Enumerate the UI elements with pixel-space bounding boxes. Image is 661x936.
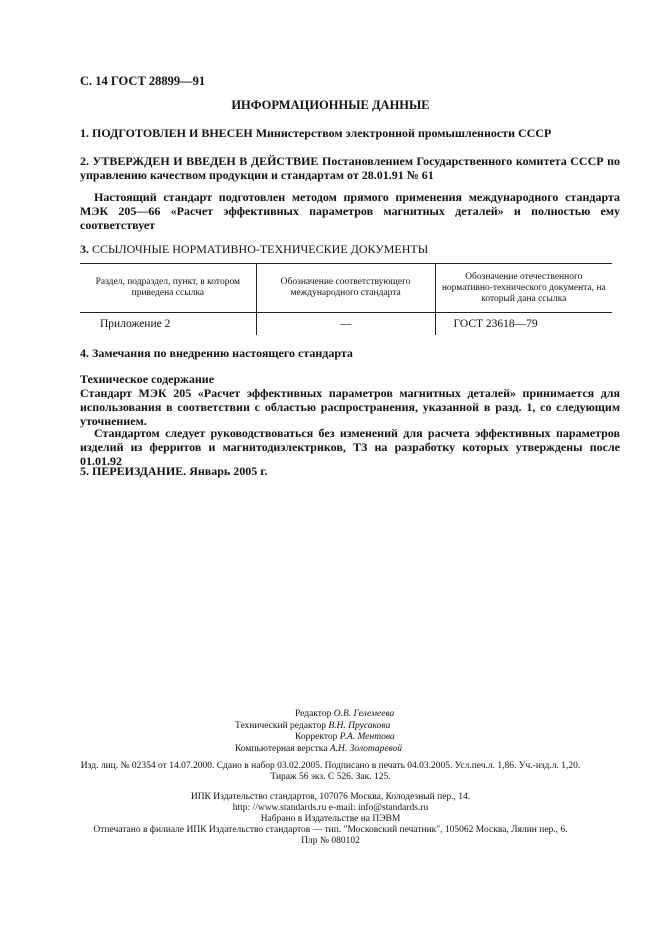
page-header: С. 14 ГОСТ 28899—91 [80,74,206,88]
table-cell: ГОСТ 23618—79 [435,313,612,336]
item-1 [80,126,620,140]
section-5: 5. ПЕРЕИЗДАНИЕ. Январь 2005 г. [80,464,268,478]
standard-note: Настоящий стандарт подготовлен методом прямого применения международного стандарта МЭК 205—66 «Расчет эффективных параметров магнитных деталей» и полностью ему соответствует [80,190,620,232]
section-3-caption: ССЫЛОЧНЫЕ НОРМАТИВНО-ТЕХНИЧЕСКИЕ ДОКУМЕНТЫ [92,242,429,256]
table-row [80,313,612,336]
table-header-row [80,264,612,313]
credit-line: Редактор О.В. Гелемеева [295,709,395,719]
column-header: Обозначение отечественного нормативно-технического документа, на который дана ссылка [435,264,612,313]
section-4-paragraph-2: Стандартом следует руководствоваться без изменений для расчета эффективных параметров изделий из ферритов и магнитодиэлектриков, ТЗ на разработку которых утверждены после 01.01.92 [80,426,620,468]
section-4-subheading: Техническое содержание [80,372,215,386]
credit-line: Технический редактор В.Н. Прусакова [235,720,391,731]
section-3-heading [80,242,620,256]
column-header: Раздел, подраздел, пункт, в котором приведена ссылка [80,264,256,313]
publisher-line: Набрано в Издательстве на ПЭВМ [260,814,401,824]
credit-line: Компьютерная верстка А.Н. Золотаревой [235,743,403,754]
item-2 [80,154,620,182]
publisher-line: ИПК Издательство стандартов, 107076 Москва, Колодезный пер., 14. [190,792,471,802]
section-4-title: 4. Замечания по внедрению настоящего стандарта [80,346,353,360]
item-1-number: 1. [80,126,89,140]
table-cell: Приложение 2 [100,318,171,330]
item-2-number: 2. [80,154,89,168]
publisher-line: Плр № 080102 [301,836,360,846]
references-table [80,263,612,335]
publisher-line: http: //www.standards.ru e-mail: info@standards.ru [232,803,429,813]
item-2-text: Постановлением Государственного комитета СССР по управлению качеством продукции и стандартам от 28.01.91 № 61 [80,154,621,182]
publisher-line: Отпечатано в филиале ИПК Издательство стандартов — тип. "Московский печатник", 105062 Москва, Лялин пер., 6. [93,825,568,835]
section-title: ИНФОРМАЦИОННЫЕ ДАННЫЕ [231,98,430,112]
print-info-line-2: Тираж 56 экз. С 526. Зак. 125. [270,772,391,782]
section-3-number: 3. [80,242,89,256]
item-1-caption: ПОДГОТОВЛЕН И ВНЕСЕН [92,126,253,140]
credit-line: Корректор Р.А. Ментова [295,732,395,742]
credits [235,709,535,755]
item-1-text: Министерством электронной промышленности СССР [255,126,552,140]
print-info-line-1: Изд. лиц. № 02354 от 14.07.2000. Сдано в набор 03.02.2005. Подписано в печать 04.03.2005. Усл.печ.л. 1,86. Уч.-изд.л. 1,20. [80,761,581,771]
section-4-paragraph-1: Стандарт МЭК 205 «Расчет эффективных параметров магнитных деталей» принимается для использования в соответствии с областью распространения, указанной в разд. 1, со следующим уточнением. [80,386,620,428]
column-header: Обозначение соответствующего международного стандарта [256,264,435,313]
item-2-caption: УТВЕРЖДЕН И ВВЕДЕН В ДЕЙСТВИЕ [92,154,319,168]
table-cell: — [256,313,435,336]
